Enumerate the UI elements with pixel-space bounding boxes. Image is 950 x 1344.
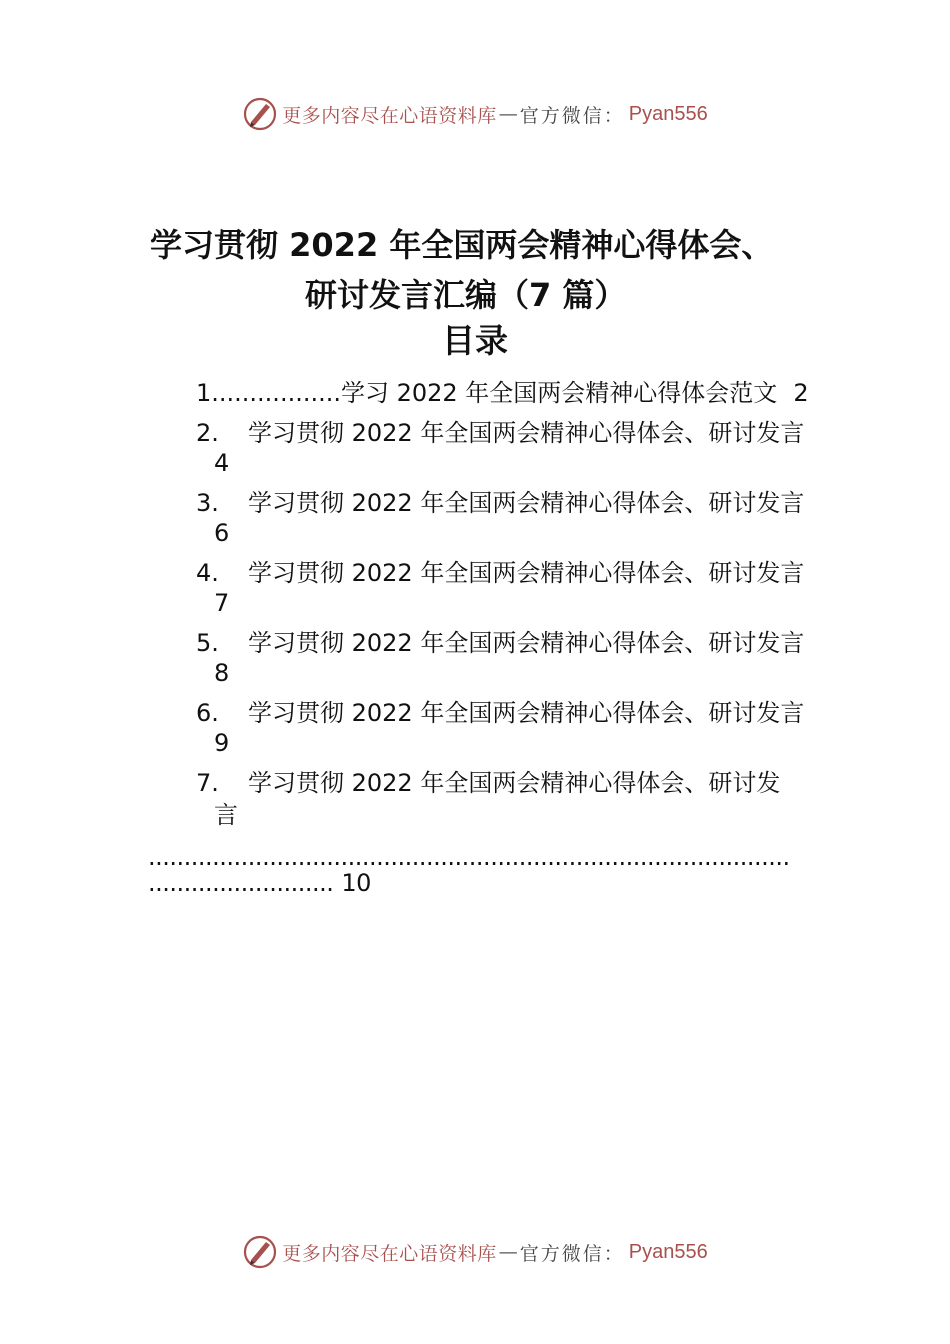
toc-item-page: 2	[793, 379, 809, 407]
toc-item-title: 学习贯彻 2022 年全国两会精神心得体会、研讨发言	[248, 629, 805, 657]
toc-item-page: 8	[214, 659, 230, 687]
toc-item-page: 9	[214, 729, 230, 757]
toc-item-number: 5.	[196, 629, 219, 657]
toc-item-title: 学习贯彻 2022 年全国两会精神心得体会、研讨发言	[248, 489, 805, 517]
toc-item-title: 学习贯彻 2022 年全国两会精神心得体会、研讨发言	[248, 699, 805, 727]
document-title-line1: 学习贯彻 2022 年全国两会精神心得体会、	[150, 226, 774, 264]
toc-item-page: 4	[214, 449, 230, 477]
toc-item-4[interactable]	[196, 558, 804, 588]
toc-item-title: 学习贯彻 2022 年全国两会精神心得体会、研讨发言	[248, 559, 805, 587]
toc-item-title: 学习贯彻 2022 年全国两会精神心得体会、研讨发	[248, 769, 781, 797]
header-banner	[0, 94, 950, 134]
banner-text: 更多内容尽在心语资料库	[282, 1242, 497, 1265]
banner-wechat-id: Pyan556	[628, 102, 708, 125]
toc-item-title: 学习贯彻 2022 年全国两会精神心得体会、研讨发言	[248, 419, 805, 447]
toc-item-title: 学习 2022 年全国两会精神心得体会范文	[340, 379, 778, 407]
toc-item-number: 6.	[196, 699, 219, 727]
toc-item-number: 4.	[196, 559, 219, 587]
document-title-line2: 研讨发言汇编（7 篇）	[305, 276, 627, 314]
toc-heading: 目录	[442, 321, 508, 360]
toc-item-2[interactable]	[196, 418, 804, 448]
toc-item-leader: ..........................	[148, 869, 334, 897]
toc-item-7-leader-end	[148, 868, 371, 898]
footer-banner	[0, 1232, 950, 1272]
toc-item-page: 10	[341, 869, 371, 897]
toc-item-leader: ................	[218, 379, 341, 407]
toc-item-page: 7	[214, 589, 230, 617]
banner-wechat-id: Pyan556	[628, 1240, 708, 1263]
toc-item-1[interactable]	[196, 378, 809, 408]
logo-icon	[242, 96, 278, 132]
banner-separator: —	[498, 103, 518, 125]
toc-item-3[interactable]	[196, 488, 804, 518]
banner-wechat-label: 官方微信：	[519, 1242, 625, 1265]
banner-separator: —	[498, 1241, 518, 1263]
toc-item-leader: ..........................................................................................	[148, 843, 790, 871]
banner-text: 更多内容尽在心语资料库	[282, 104, 497, 127]
toc-item-5[interactable]	[196, 628, 804, 658]
toc-item-number: 3.	[196, 489, 219, 517]
toc-item-page: 6	[214, 519, 230, 547]
toc-item-number: 7.	[196, 769, 219, 797]
toc-item-7[interactable]	[196, 768, 780, 798]
toc-item-6[interactable]	[196, 698, 804, 728]
toc-item-title-wrap: 言	[214, 801, 238, 829]
toc-item-number: 2.	[196, 419, 219, 447]
toc-item-number: 1.	[196, 379, 219, 407]
logo-icon	[242, 1234, 278, 1270]
banner-wechat-label: 官方微信：	[519, 104, 625, 127]
